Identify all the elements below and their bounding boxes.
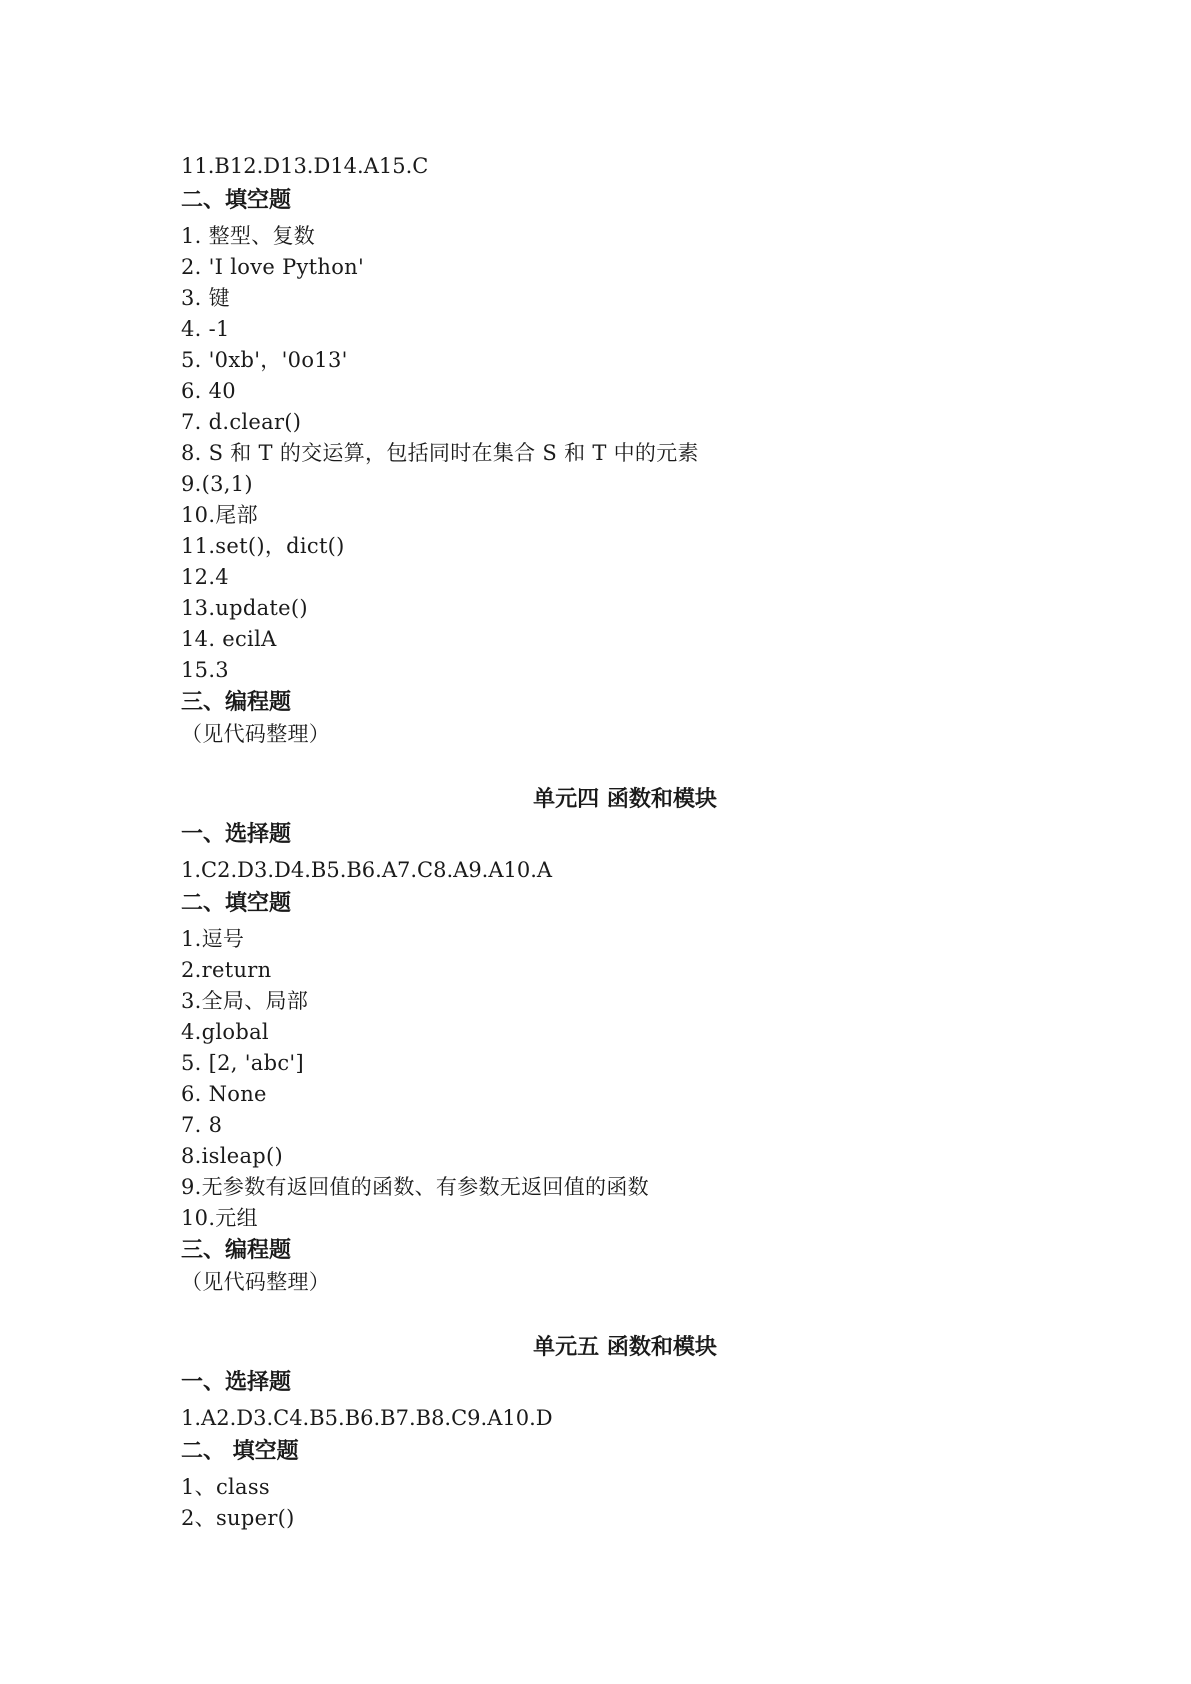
- choice-heading: 一、选择题: [181, 822, 292, 847]
- programming-note: （见代码整理）: [181, 722, 331, 746]
- fill-item: 11.set()，dict(): [181, 534, 345, 558]
- answer-item: 13.D: [280, 154, 331, 178]
- fill-heading: 二、填空题: [181, 188, 292, 213]
- answer-item: 5.B: [326, 858, 362, 882]
- programming-heading: 三、编程题: [181, 1238, 292, 1263]
- programming-heading: 三、编程题: [181, 690, 292, 715]
- answer-item: 8.A: [433, 858, 469, 882]
- fill-item: 1、class: [181, 1475, 271, 1499]
- choice-answers-row: [181, 1404, 553, 1432]
- answer-item: 8.C: [431, 1406, 468, 1430]
- fill-item: 12.4: [181, 565, 229, 589]
- answer-item: 10.A: [503, 858, 553, 882]
- answer-item: 12.D: [229, 154, 281, 178]
- fill-item: 9.无参数有返回值的函数、有参数无返回值的函数: [181, 1175, 649, 1199]
- fill-item: 2.return: [181, 958, 272, 982]
- unit-title: 单元四 函数和模块: [533, 787, 717, 812]
- answer-item: 6.B: [360, 1406, 396, 1430]
- answer-item: 4.B: [290, 858, 327, 882]
- fill-heading: 二、 填空题: [181, 1439, 299, 1464]
- answer-item: 9.A: [468, 858, 504, 882]
- fill-item: 6. None: [181, 1082, 267, 1106]
- fill-item: 2、super(): [181, 1506, 295, 1530]
- answer-item: 2.D: [217, 858, 254, 882]
- answer-item: 7.C: [397, 858, 434, 882]
- answer-item: 14.A: [330, 154, 379, 178]
- answer-item: 9.A: [467, 1406, 503, 1430]
- choice-answers-row: [181, 152, 428, 180]
- fill-item: 13.update(): [181, 596, 308, 620]
- fill-item: 2. 'I love Python': [181, 255, 365, 279]
- unit-title: 单元五 函数和模块: [533, 1335, 717, 1360]
- answer-item: 5.B: [324, 1406, 361, 1430]
- fill-item: 1.逗号: [181, 927, 245, 951]
- fill-item: 7. d.clear(): [181, 410, 302, 434]
- fill-item: 5. '0xb'，'0o13': [181, 348, 348, 372]
- answer-item: 7.B: [395, 1406, 432, 1430]
- fill-item: 8. S 和 T 的交运算，包括同时在集合 S 和 T 中的元素: [181, 441, 699, 465]
- fill-item: 14. ecilA: [181, 627, 277, 651]
- choice-answers-row: [181, 856, 552, 884]
- answer-item: 10.D: [502, 1406, 553, 1430]
- fill-item: 4. -1: [181, 317, 230, 341]
- fill-item: 15.3: [181, 658, 229, 682]
- answer-item: 6.A: [361, 858, 397, 882]
- fill-item: 7. 8: [181, 1113, 223, 1137]
- answer-item: 3.D: [253, 858, 291, 882]
- answer-item: 3.C: [253, 1406, 290, 1430]
- fill-item: 1. 整型、复数: [181, 224, 316, 248]
- fill-item: 3. 键: [181, 286, 230, 310]
- answer-item: 2.D: [216, 1406, 254, 1430]
- fill-item: 8.isleap(): [181, 1144, 284, 1168]
- answer-item: 15.C: [378, 154, 429, 178]
- answer-item: 1.C: [181, 858, 218, 882]
- answer-item: 4.B: [289, 1406, 325, 1430]
- fill-item: 10.元组: [181, 1206, 258, 1230]
- fill-heading: 二、填空题: [181, 891, 292, 916]
- fill-item: 6. 40: [181, 379, 236, 403]
- fill-item: 3.全局、局部: [181, 989, 309, 1013]
- choice-heading: 一、选择题: [181, 1370, 292, 1395]
- fill-item: 4.global: [181, 1020, 269, 1044]
- fill-item: 5. [2, 'abc']: [181, 1051, 304, 1075]
- answer-item: 1.A: [181, 1406, 217, 1430]
- answer-item: 11.B: [181, 154, 230, 178]
- fill-item: 10.尾部: [181, 503, 258, 527]
- programming-note: （见代码整理）: [181, 1270, 331, 1294]
- fill-item: 9.(3,1): [181, 472, 253, 496]
